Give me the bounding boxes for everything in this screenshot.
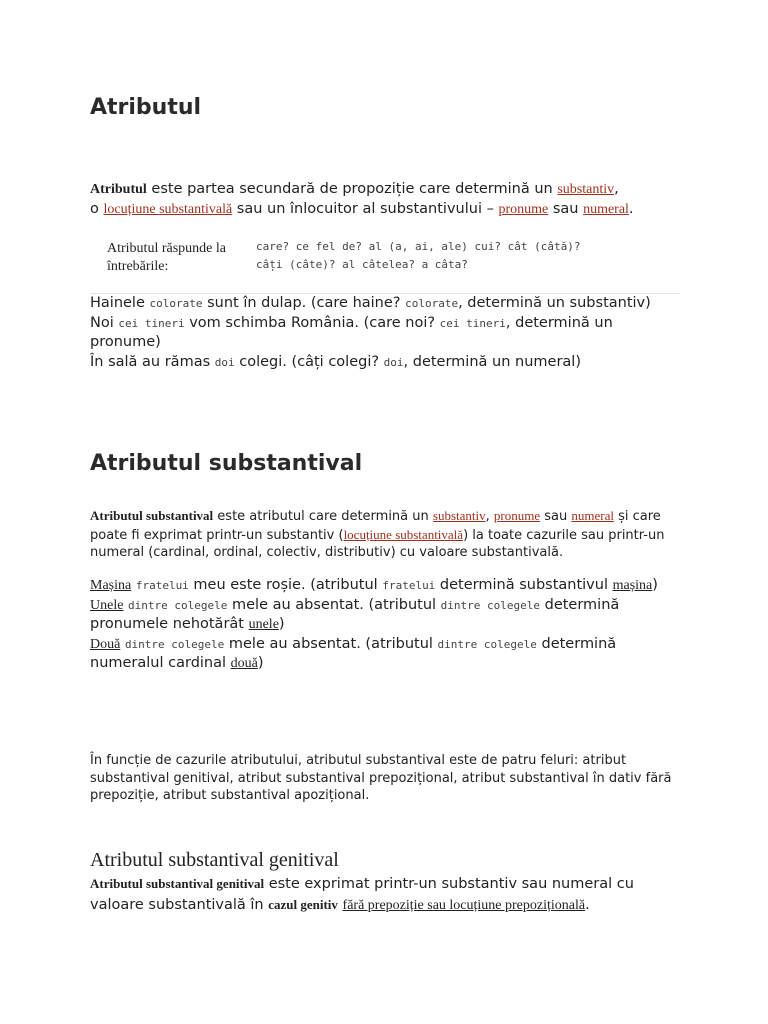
section-heading: Atributul substantival — [90, 451, 363, 476]
link-substantiv[interactable]: substantiv — [557, 182, 615, 197]
examples-list — [90, 576, 680, 674]
term-bold: Atributul substantival genitival — [90, 876, 265, 891]
questions-label: Atributul răspunde la întrebările: — [107, 241, 226, 274]
example-line: Mașina fratelui meu este roșie. (atributul fratelui determină substantivul mașina) — [90, 577, 658, 593]
genitival-paragraph: Atributul substantival genitival este exprimat printr-un substantiv sau numeral cu valoare substantivală în cazul genitiv fără prepoziție sau locuțiune prepozițională. — [90, 876, 634, 913]
types-paragraph: În funcție de cazurile atributului, atributul substantival este de patru feluri: atribut substantival genitival, atribut substantival prepozițional, atribut substantival în dativ fără prepoziție, atribut substantival apozițional. — [90, 753, 672, 803]
example-line: Hainele colorate sunt în dulap. (care haine? colorate, determină un substantiv) — [90, 295, 651, 311]
link-numeral[interactable]: numeral — [571, 508, 614, 523]
link-substantiv[interactable]: substantiv — [432, 508, 486, 523]
definition-paragraph: Atributul substantival este atributul care determină un substantiv, pronume sau numeral și care poate fi exprimat printr-un substantiv (locuțiune substantivală) la toate cazurile sau printr-un numeral (cardinal, ordinal, colectiv, distributiv) cu valoare substantivală. — [90, 508, 665, 560]
definition-paragraph: Atributul este partea secundară de propoziție care determină un substantiv, o locuțiune substantivală sau un înlocuitor al substantivului – pronume sau numeral. — [90, 181, 634, 217]
example-line: Două dintre colegele mele au absentat. (atributul dintre colegele determină numeralul cardinal două) — [90, 635, 617, 671]
link-locutiune-substantivala[interactable]: locuțiune substantivală — [343, 526, 464, 542]
term-bold: Atributul — [90, 182, 147, 197]
questions-table — [90, 236, 680, 294]
term-bold: Atributul substantival — [90, 508, 214, 523]
link-pronume[interactable]: pronume — [493, 508, 541, 523]
example-line: Unele dintre colegele mele au absentat. (atributul dintre colegele determină pronumele nehotărât unele) — [90, 596, 620, 632]
term-bold-case: cazul genitiv — [268, 896, 338, 912]
examples-list — [90, 294, 680, 372]
page-title: Atributul — [90, 95, 202, 120]
link-numeral[interactable]: numeral — [583, 201, 629, 217]
example-line: Noi cei tineri vom schimba România. (care noi? cei tineri, determină un pronume) — [90, 314, 613, 350]
questions-values: care? ce fel de? al (a, ai, ale) cui? cât (câtă)? câți (câte)? al câtelea? a câta? — [256, 240, 581, 271]
link-pronume[interactable]: pronume — [498, 201, 549, 217]
subsection-heading: Atributul substantival genitival — [90, 849, 339, 871]
example-line: În sală au rămas doi colegi. (câți colegi? doi, determină un numeral) — [90, 353, 581, 370]
link-locutiune-substantivala[interactable]: locuțiune substantivală — [103, 201, 233, 217]
